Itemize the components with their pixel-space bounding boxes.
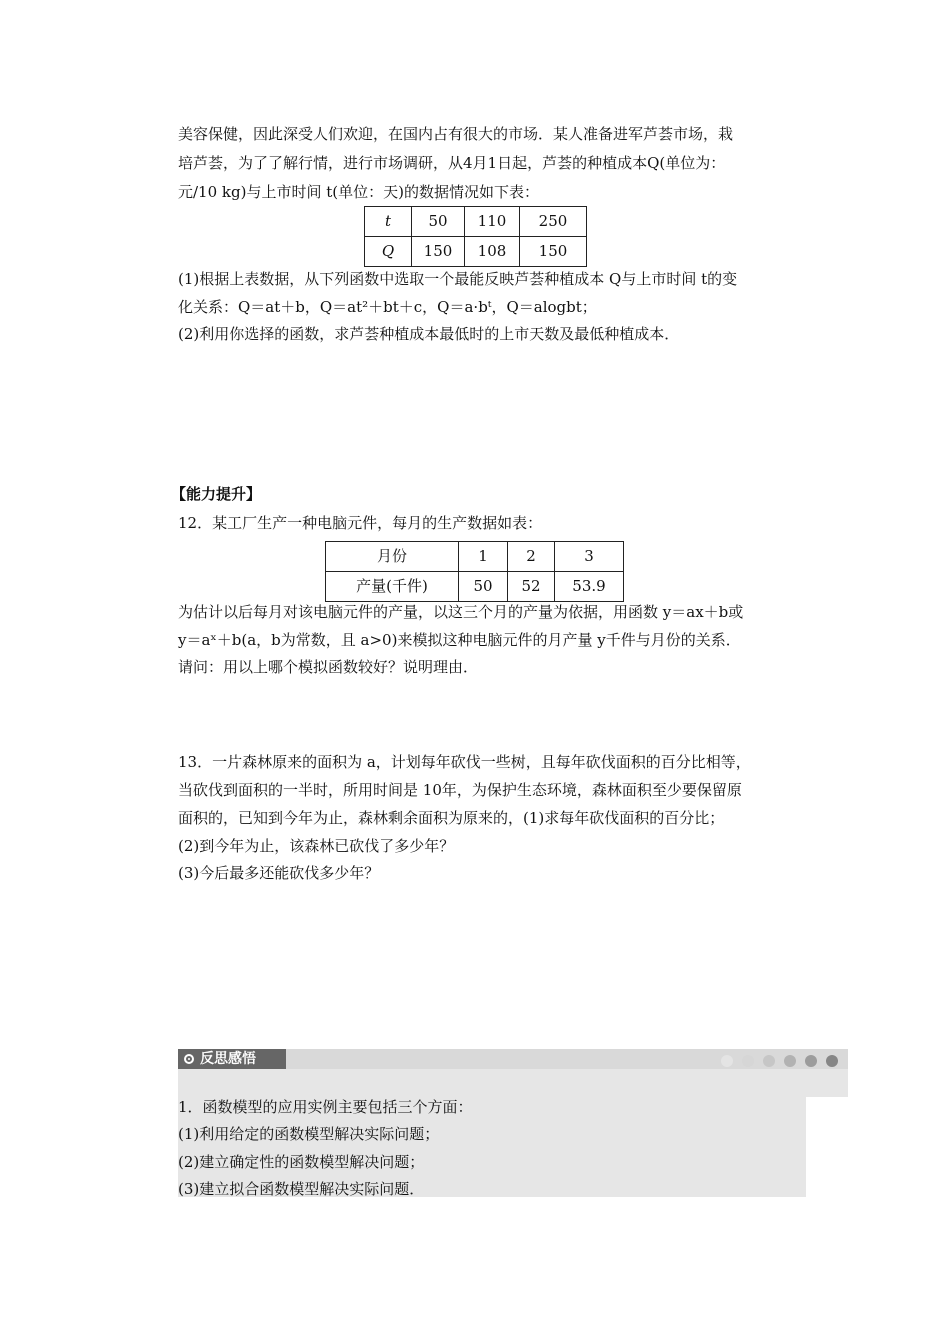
problem11-line3: 元/10 kg)与上市时间 t(单位：天)的数据情况如下表： <box>178 183 539 201</box>
reflection-line3: (2)建立确定性的函数模型解决问题； <box>178 1153 425 1171</box>
dot-icon <box>805 1055 817 1067</box>
table-cell: 50 <box>459 572 508 602</box>
table-cell: 150 <box>520 237 587 267</box>
problem11-line2: 培芦荟，为了了解行情，进行市场调研，从4月1日起，芦荟的种植成本Q(单位为： <box>178 154 726 172</box>
reflection-title-text: 反思感悟 <box>200 1051 256 1067</box>
dot-icon <box>784 1055 796 1067</box>
problem13-line2: 当砍伐到面积的一半时，所用时间是 10年，为保护生态环境，森林面积至少要保留原 <box>178 781 742 799</box>
problem11-q1-line1: (1)根据上表数据，从下列函数中选取一个最能反映芦荟种植成本 Q与上市时间 t的变 <box>178 270 738 288</box>
table-cell: 53.9 <box>555 572 624 602</box>
reflection-line2: (1)利用给定的函数模型解决实际问题； <box>178 1125 440 1143</box>
table-row <box>365 237 587 267</box>
table-cell: 108 <box>465 237 520 267</box>
reflection-title <box>178 1049 286 1069</box>
reflection-line1: 1．函数模型的应用实例主要包括三个方面： <box>178 1098 473 1116</box>
problem11-q1-line2: 化关系：Q＝at＋b，Q＝at²＋bt＋c，Q＝a·bᵗ，Q＝alogbt； <box>178 298 597 316</box>
table-cell: Q <box>365 237 412 267</box>
target-icon <box>184 1054 194 1064</box>
table-cell: 1 <box>459 542 508 572</box>
problem11-q2: (2)利用你选择的函数，求芦荟种植成本最低时的上市天数及最低种植成本． <box>178 325 680 343</box>
cost-table <box>364 206 587 267</box>
problem13-line1: 13．一片森林原来的面积为 a，计划每年砍伐一些树，且每年砍伐面积的百分比相等， <box>178 753 751 771</box>
table-row <box>365 207 587 237</box>
table-cell: 3 <box>555 542 624 572</box>
table-cell: 50 <box>412 207 465 237</box>
table-cell: 52 <box>508 572 555 602</box>
section-heading: 【能力提升】 <box>171 485 262 503</box>
table-cell: 110 <box>465 207 520 237</box>
table-cell: t <box>365 207 412 237</box>
problem12-line1: 12．某工厂生产一种电脑元件，每月的生产数据如表： <box>178 514 543 532</box>
problem12-line4: 请问：用以上哪个模拟函数较好？说明理由． <box>178 658 479 676</box>
dot-icon <box>742 1055 754 1067</box>
dot-icon <box>826 1055 838 1067</box>
table-cell: 150 <box>412 237 465 267</box>
table-cell: 月份 <box>326 542 459 572</box>
problem11-line1: 美容保健，因此深受人们欢迎，在国内占有很大的市场．某人准备进军芦荟市场，栽 <box>178 125 734 143</box>
reflection-panel <box>178 1069 848 1097</box>
table-row <box>326 572 624 602</box>
problem12-line2: 为估计以后每月对该电脑元件的产量，以这三个月的产量为依据，用函数 y＝ax＋b或 <box>178 603 744 621</box>
table-cell: 2 <box>508 542 555 572</box>
dot-icon <box>721 1055 733 1067</box>
dot-icon <box>763 1055 775 1067</box>
table-row <box>326 542 624 572</box>
table-cell: 250 <box>520 207 587 237</box>
problem13-line3: 面积的，已知到今年为止，森林剩余面积为原来的，(1)求每年砍伐面积的百分比； <box>178 809 725 827</box>
problem13-line5: (3)今后最多还能砍伐多少年？ <box>178 864 380 882</box>
table-cell: 产量(千件) <box>326 572 459 602</box>
reflection-line4: (3)建立拟合函数模型解决实际问题． <box>178 1180 425 1198</box>
production-table <box>325 541 624 602</box>
reflection-banner <box>178 1049 848 1069</box>
problem12-line3: y＝aˣ＋b(a，b为常数，且 a>0)来模拟这种电脑元件的月产量 y千件与月份的关系． <box>178 631 741 649</box>
problem13-line4: (2)到今年为止，该森林已砍伐了多少年？ <box>178 837 455 855</box>
